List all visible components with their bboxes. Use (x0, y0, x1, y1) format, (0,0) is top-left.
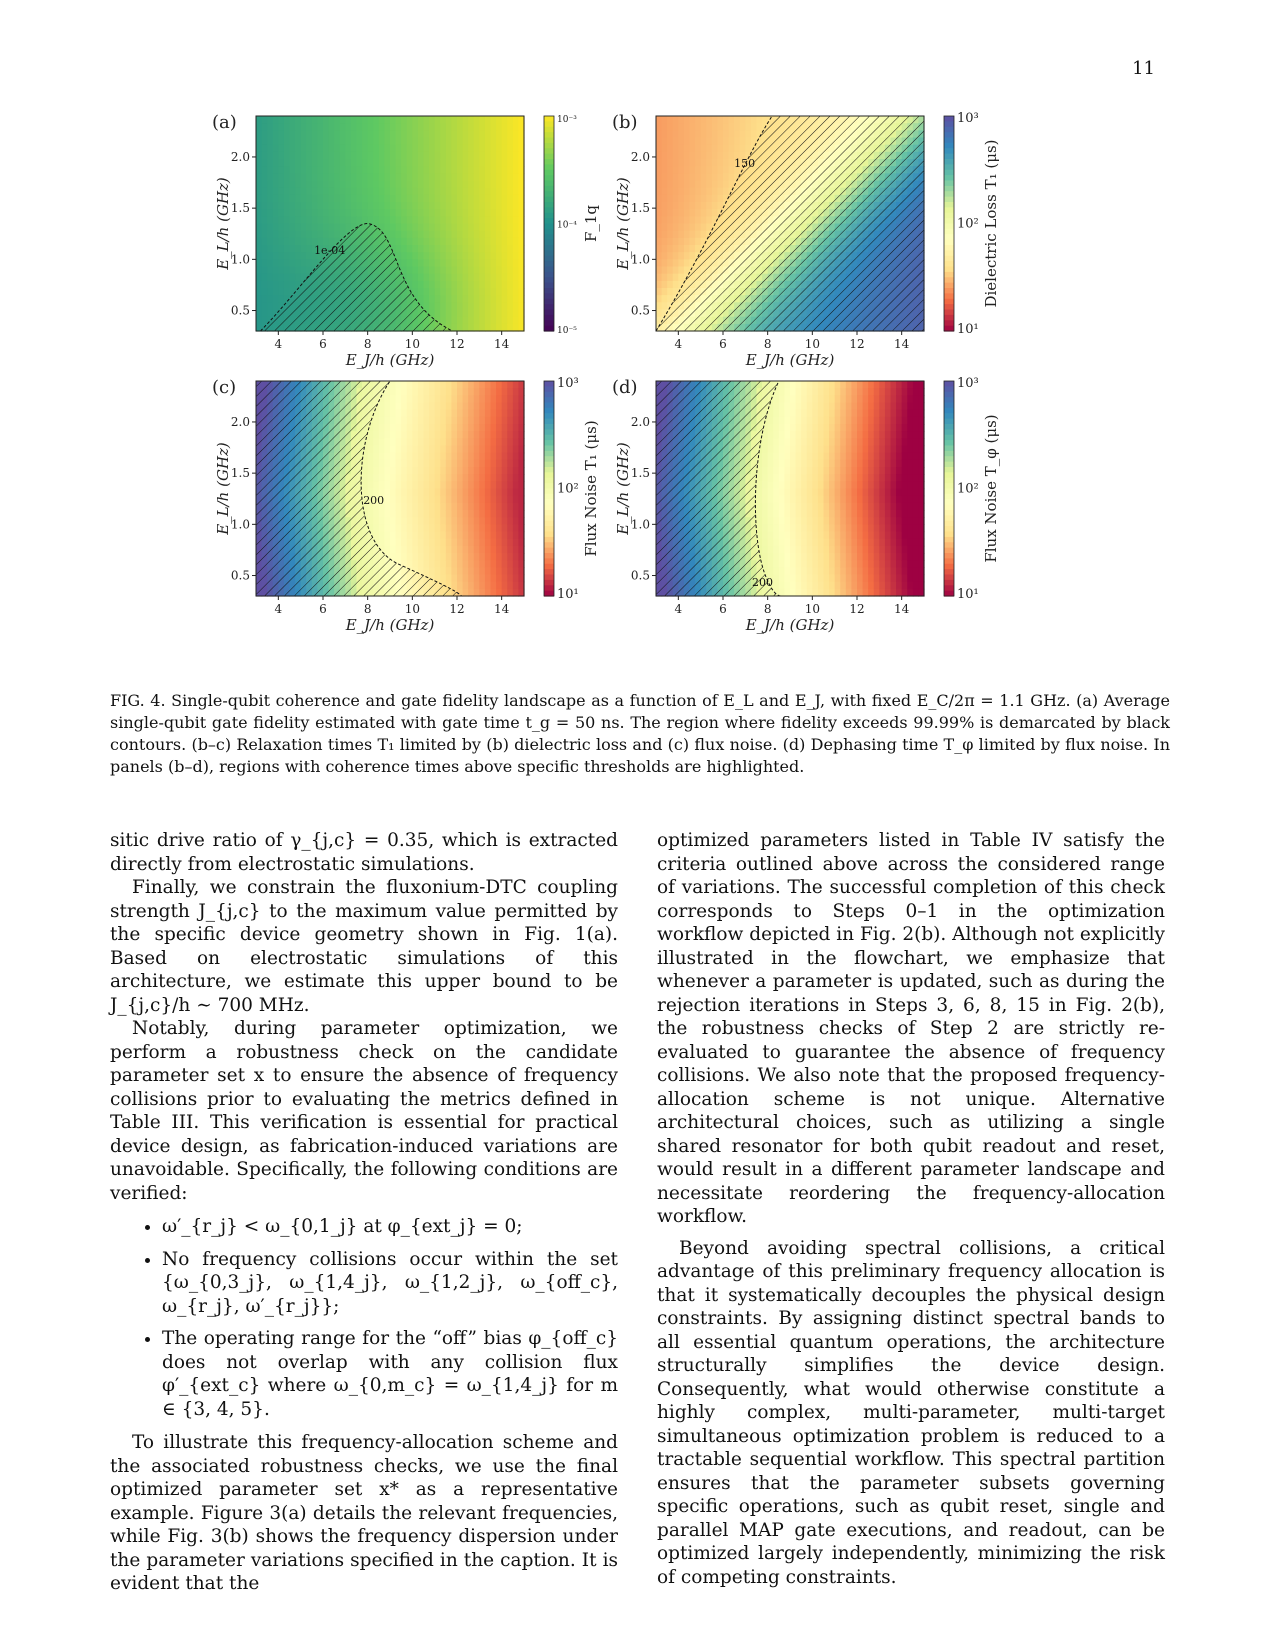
y-axis-label: E_L/h (GHz) (214, 177, 232, 270)
x-tick-label: 8 (363, 602, 372, 616)
contour-label: 200 (363, 493, 385, 507)
colorbar-tick-label: 10¹ (957, 322, 979, 337)
y-tick-label: 1.0 (230, 517, 250, 532)
y-tick-label: 2.0 (230, 149, 250, 164)
x-tick-label: 12 (449, 337, 465, 351)
x-tick-label: 12 (449, 602, 465, 616)
y-tick-label: 2.0 (230, 414, 250, 429)
colorbar-label: Flux Noise T_φ (μs) (982, 414, 1000, 563)
colorbar-label: Dielectric Loss T₁ (μs) (982, 139, 1000, 308)
y-tick-label: 2.0 (630, 149, 650, 164)
x-tick-label: 14 (494, 337, 510, 351)
panel-tag: (d) (612, 377, 638, 398)
caption-label: FIG. 4. (110, 691, 166, 710)
colorbar-tick-label: 10¹ (957, 587, 979, 602)
panel-tag: (a) (212, 112, 237, 133)
page-number: 11 (1132, 58, 1155, 79)
x-tick-label: 12 (849, 602, 865, 616)
figure-panel-c (210, 373, 630, 663)
x-tick-label: 10 (404, 602, 420, 616)
colorbar-label: F_1q (582, 204, 600, 243)
y-axis-label: E_L/h (GHz) (614, 442, 632, 535)
heatmap-b (610, 108, 1030, 398)
y-tick-label: 1.5 (630, 201, 650, 216)
x-tick-label: 4 (674, 602, 683, 616)
x-axis-label: E_J/h (GHz) (745, 351, 835, 369)
y-tick-label: 0.5 (630, 568, 650, 583)
x-tick-label: 14 (494, 602, 510, 616)
figure-panel-b (610, 108, 1030, 398)
colorbar-tick-label: 10⁻⁴ (557, 220, 577, 231)
colorbar-tick-label: 10² (957, 216, 979, 232)
y-tick-label: 1.5 (230, 466, 250, 481)
contour-label: 150 (734, 157, 756, 171)
condition-list (110, 1215, 618, 1421)
right-column (657, 829, 1165, 1589)
right-paragraph-2: Beyond avoiding spectral collisions, a critical advantage of this preliminary frequency allocation is that it systematically decouples the physical design constraints. By assigning distinct spectral bands to all essential quantum operations, the architecture structurally simplifies the device design. Consequently, what would otherwise constitute a highly complex, multi-parameter, multi-target simultaneous optimization problem is reduced to a tractable sequential workflow. This spectral partition ensures that the parameter subsets governing specific operations, such as qubit reset, single and parallel MAP gate executions, and readout, can be optimized largely independently, minimizing the risk of competing constraints. (657, 1237, 1165, 1588)
condition-item: • No frequency collisions occur within the set {ω_{0,3_j}, ω_{1,4_j}, ω_{1,2_j}, ω_{off_c}, ω_{r_j}, ω′_{r_j}}; (162, 1248, 618, 1319)
x-tick-label: 4 (674, 337, 683, 351)
x-axis-label: E_J/h (GHz) (345, 616, 435, 634)
y-tick-label: 0.5 (230, 568, 250, 583)
left-paragraph-4: To illustrate this frequency-allocation scheme and the associated robustness checks, we use the final optimized parameter set x* as a representative example. Figure 3(a) details the relevant frequencies, while Fig. 3(b) shows the frequency dispersion under the parameter variations specified in the caption. It is evident that the (110, 1432, 618, 1594)
x-tick-label: 8 (763, 337, 772, 351)
left-column (110, 829, 618, 1596)
left-paragraph-2: Finally, we constrain the fluxonium-DTC coupling strength J_{j,c} to the maximum value permitted by the specific device geometry shown in Fig. 1(a). Based on electrostatic simulations of this architecture, we estimate this upper bound to be J_{j,c}/h ∼ 700 MHz. (110, 877, 618, 1016)
contour-label: 200 (752, 575, 774, 589)
colorbar-tick-label: 10³ (557, 376, 579, 391)
y-tick-label: 2.0 (630, 414, 650, 429)
caption-text: Single-qubit coherence and gate fidelity landscape as a function of E_L and E_J, with fixed E_C/2π = 1.1 GHz. (a) Average single-qubit gate fidelity estimated with gate time t_g = 50 ns. The region where fidelity exceeds 99.99% is demarcated by black contours. (b–c) Relaxation times T₁ limited by (b) dielectric loss and (c) flux noise. (d) Dephasing time T_φ limited by flux noise. In panels (b–d), regions with coherence times above specific thresholds are highlighted. (110, 691, 1171, 776)
y-axis-label: E_L/h (GHz) (214, 442, 232, 535)
y-tick-label: 0.5 (230, 303, 250, 318)
figure-panel-a (210, 108, 630, 398)
colorbar-tick-label: 10² (557, 481, 579, 497)
colorbar-tick-label: 10¹ (557, 587, 579, 602)
panel-tag: (b) (612, 112, 638, 133)
x-tick-label: 4 (274, 337, 283, 351)
heatmap-a (210, 108, 630, 398)
heatmap-c (210, 373, 630, 663)
x-tick-label: 8 (363, 337, 372, 351)
x-tick-label: 6 (319, 337, 327, 351)
colorbar-label: Flux Noise T₁ (μs) (582, 420, 600, 557)
x-tick-label: 12 (849, 337, 865, 351)
x-tick-label: 6 (719, 602, 727, 616)
x-tick-label: 8 (763, 602, 772, 616)
x-tick-label: 14 (894, 602, 910, 616)
colorbar-tick-label: 10⁻⁵ (557, 326, 577, 336)
x-axis-label: E_J/h (GHz) (745, 616, 835, 634)
x-tick-label: 6 (719, 337, 727, 351)
y-tick-label: 1.0 (630, 517, 650, 532)
x-tick-label: 10 (404, 337, 420, 351)
left-paragraph-1: sitic drive ratio of γ_{j,c} = 0.35, which is extracted directly from electrostatic simulations. (110, 830, 618, 875)
left-paragraph-3: Notably, during parameter optimization, we perform a robustness check on the candidate parameter set x to ensure the absence of frequency collisions prior to evaluating the metrics defined in Table III. This verification is essential for practical device design, as fabrication-induced variations are unavoidable. Specifically, the following conditions are verified: (110, 1018, 618, 1204)
contour-label: 1e-04 (314, 244, 346, 258)
y-tick-label: 0.5 (630, 303, 650, 318)
x-tick-label: 14 (894, 337, 910, 351)
x-axis-label: E_J/h (GHz) (345, 351, 435, 369)
x-tick-label: 4 (274, 602, 283, 616)
x-tick-label: 6 (319, 602, 327, 616)
x-tick-label: 10 (804, 337, 820, 351)
y-tick-label: 1.0 (630, 252, 650, 267)
heatmap-d (610, 373, 1030, 663)
condition-item: • The operating range for the “off” bias φ_{off_c} does not overlap with any collision flux φ′_{ext_c} where ω_{0,m_c} = ω_{1,4_j} for m ∈ {3, 4, 5}. (162, 1327, 618, 1421)
condition-item: • ω′_{r_j} < ω_{0,1_j} at φ_{ext_j} = 0; (162, 1215, 618, 1239)
colorbar-tick-label: 10³ (957, 111, 979, 126)
figure-panel-d (610, 373, 1030, 663)
colorbar-tick-label: 10³ (957, 376, 979, 391)
right-paragraph-1: optimized parameters listed in Table IV satisfy the criteria outlined above across the considered range of variations. The successful completion of this check corresponds to Steps 0–1 in the optimization workflow depicted in Fig. 2(b). Although not explicitly illustrated in the flowchart, we emphasize that whenever a parameter is updated, such as during the rejection iterations in Steps 3, 6, 8, 15 in Fig. 2(b), the robustness checks of Step 2 are strictly re-evaluated to guarantee the absence of frequency collisions. We also note that the proposed frequency-allocation scheme is not unique. Alternative architectural choices, such as utilizing a single shared resonator for both qubit readout and reset, would result in a different parameter landscape and necessitate reordering the frequency-allocation workflow. (657, 830, 1165, 1227)
x-tick-label: 10 (804, 602, 820, 616)
y-tick-label: 1.0 (230, 252, 250, 267)
colorbar-tick-label: 10² (957, 481, 979, 497)
y-axis-label: E_L/h (GHz) (614, 177, 632, 270)
figure-caption (110, 690, 1170, 778)
y-tick-label: 1.5 (230, 201, 250, 216)
panel-tag: (c) (212, 377, 237, 398)
y-tick-label: 1.5 (630, 466, 650, 481)
colorbar-tick-label: 10⁻³ (557, 115, 577, 125)
